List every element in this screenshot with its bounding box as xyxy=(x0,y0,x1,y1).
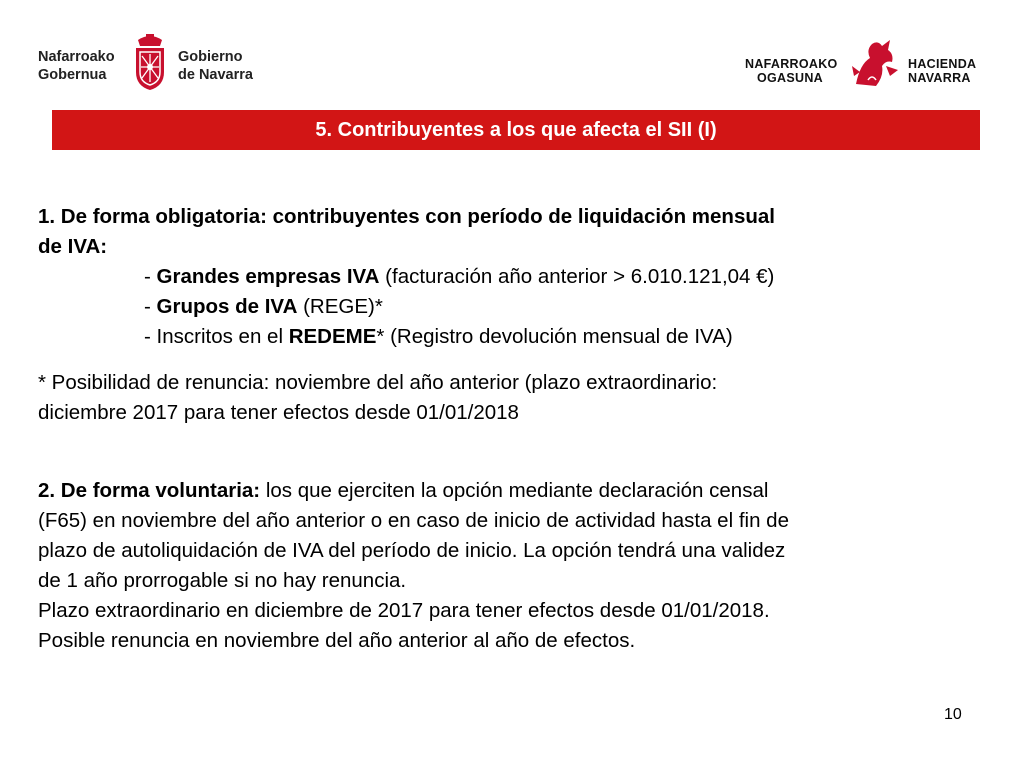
section1-heading-line2: de IVA: xyxy=(38,235,108,258)
item-prefix: - xyxy=(144,265,157,288)
logo-text-line4: NAVARRA xyxy=(908,71,971,85)
slide-body xyxy=(38,202,988,656)
list-item-grandes-empresas xyxy=(38,262,988,292)
hacienda-emblem-icon xyxy=(846,36,902,92)
item-bold: REDEME xyxy=(288,325,377,348)
slide-title-banner xyxy=(52,110,980,150)
logo-text-line1: Nafarroako xyxy=(38,49,115,65)
item-rest: * (Registro devolución mensual de IVA) xyxy=(376,325,733,348)
section2-line4: de 1 año prorrogable si no hay renuncia. xyxy=(38,569,407,592)
list-item-grupos-iva xyxy=(38,292,988,322)
item-rest: (REGE)* xyxy=(297,295,383,318)
item-prefix: - Inscritos en el xyxy=(144,325,289,348)
item-bold: Grupos de IVA xyxy=(156,295,298,318)
item-rest: (facturación año anterior > 6.010.121,04 €) xyxy=(379,265,775,288)
logo-text-line3: HACIENDA xyxy=(908,57,977,71)
page-number: 10 xyxy=(944,706,962,723)
logo-text-line4: de Navarra xyxy=(178,67,253,83)
hacienda-navarra-logo xyxy=(740,36,985,96)
section2-heading: 2. De forma voluntaria: xyxy=(38,479,261,502)
note-line1: * Posibilidad de renuncia: noviembre del año anterior (plazo extraordinario: xyxy=(38,371,718,394)
logo-text-line2: OGASUNA xyxy=(757,71,823,85)
section2-line6: Posible renuncia en noviembre del año anterior al año de efectos. xyxy=(38,629,636,652)
gobierno-navarra-logo xyxy=(38,34,263,94)
section2-line2: (F65) en noviembre del año anterior o en caso de inicio de actividad hasta el fin de xyxy=(38,509,789,532)
logo-text-line3: Gobierno xyxy=(178,49,243,65)
section2-line5: Plazo extraordinario en diciembre de 2017 para tener efectos desde 01/01/2018. xyxy=(38,599,770,622)
item-bold: Grandes empresas IVA xyxy=(156,265,380,288)
slide-title: 5. Contribuyentes a los que afecta el SII (I) xyxy=(315,118,717,141)
note-line2: diciembre 2017 para tener efectos desde 01/01/2018 xyxy=(38,401,519,424)
section2-line3: plazo de autoliquidación de IVA del período de inicio. La opción tendrá una validez xyxy=(38,539,786,562)
section2-line1 xyxy=(38,476,988,506)
logo-text-line1: NAFARROAKO xyxy=(745,57,838,71)
list-item-redeme xyxy=(38,322,988,352)
item-prefix: - xyxy=(144,295,157,318)
logo-text-line2: Gobernua xyxy=(38,67,107,83)
section1-heading-line1: 1. De forma obligatoria: contribuyentes con período de liquidación mensual xyxy=(38,205,775,228)
section2-line1-rest: los que ejerciten la opción mediante declaración censal xyxy=(260,479,769,502)
coat-of-arms-icon xyxy=(132,34,168,92)
